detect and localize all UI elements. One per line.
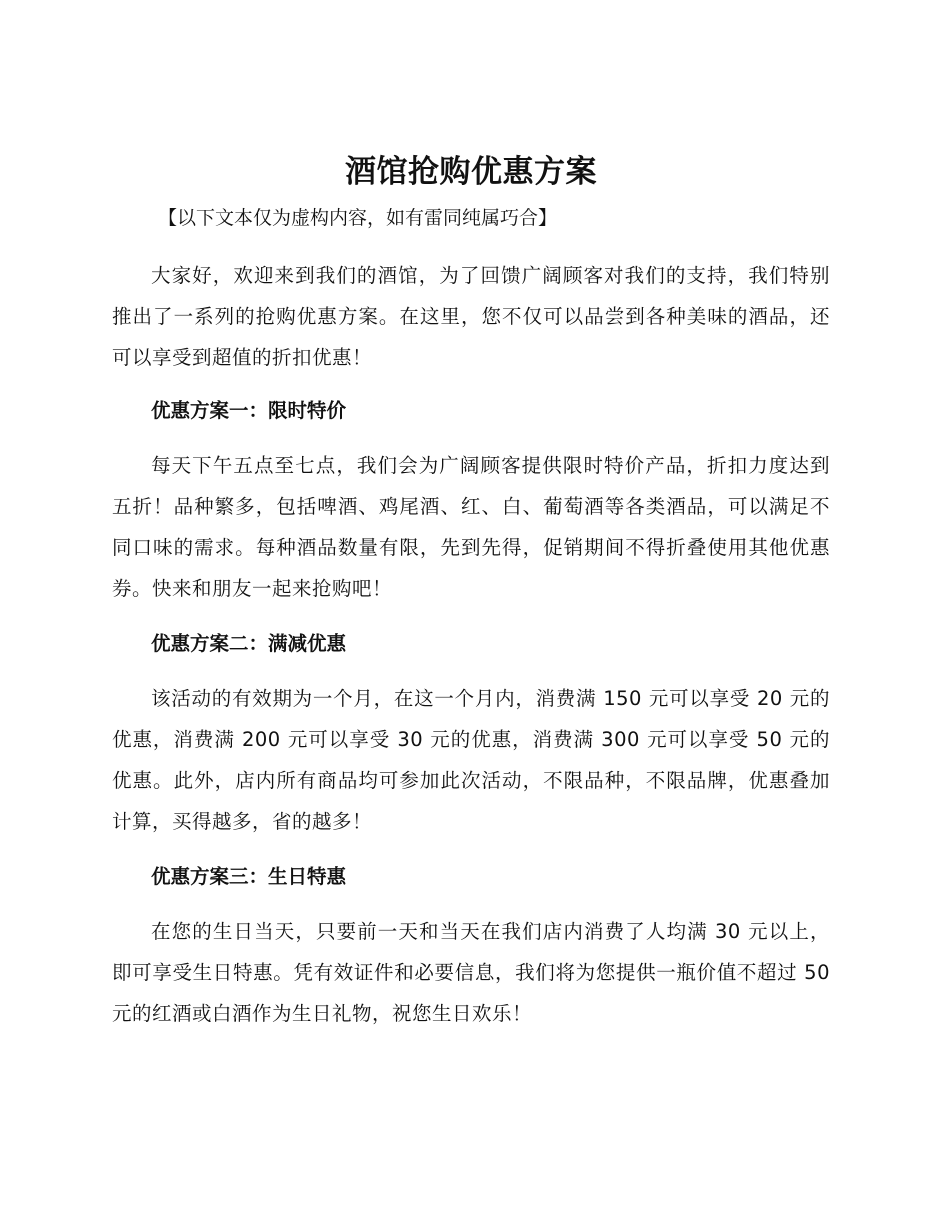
section-heading-1: 优惠方案一：限时特价 xyxy=(151,399,347,422)
section-heading-2: 优惠方案二：满减优惠 xyxy=(151,632,347,655)
document-page xyxy=(112,150,830,1034)
disclaimer-note: 【以下文本仅为虚构内容，如有雷同纯属巧合】 xyxy=(158,207,558,229)
intro-paragraph: 大家好，欢迎来到我们的酒馆，为了回馈广阔顾客对我们的支持，我们特别推出了一系列的抢购优惠方案。在这里，您不仅可以品尝到各种美味的酒品，还可以享受到超值的折扣优惠！ xyxy=(112,264,830,369)
document-title: 酒馆抢购优惠方案 xyxy=(345,154,597,190)
section-heading-3: 优惠方案三：生日特惠 xyxy=(151,865,347,888)
section-body-2: 该活动的有效期为一个月，在这一个月内，消费满 150 元可以享受 20 元的优惠，消费满 200 元可以享受 30 元的优惠，消费满 300 元可以享受 50 元的优惠。此外，店内所有商品均可参加此次活动，不限品种，不限品牌，优惠叠加计算，买得越多，省的越多！ xyxy=(112,687,830,833)
section-body-3: 在您的生日当天，只要前一天和当天在我们店内消费了人均满 30 元以上，即可享受生日特惠。凭有效证件和必要信息，我们将为您提供一瓶价值不超过 50 元的红酒或白酒作为生日礼物，祝您生日欢乐！ xyxy=(112,920,830,1025)
section-body-1: 每天下午五点至七点，我们会为广阔顾客提供限时特价产品，折扣力度达到五折！品种繁多，包括啤酒、鸡尾酒、红、白、葡萄酒等各类酒品，可以满足不同口味的需求。每种酒品数量有限，先到先得，促销期间不得折叠使用其他优惠券。快来和朋友一起来抢购吧！ xyxy=(112,454,830,600)
